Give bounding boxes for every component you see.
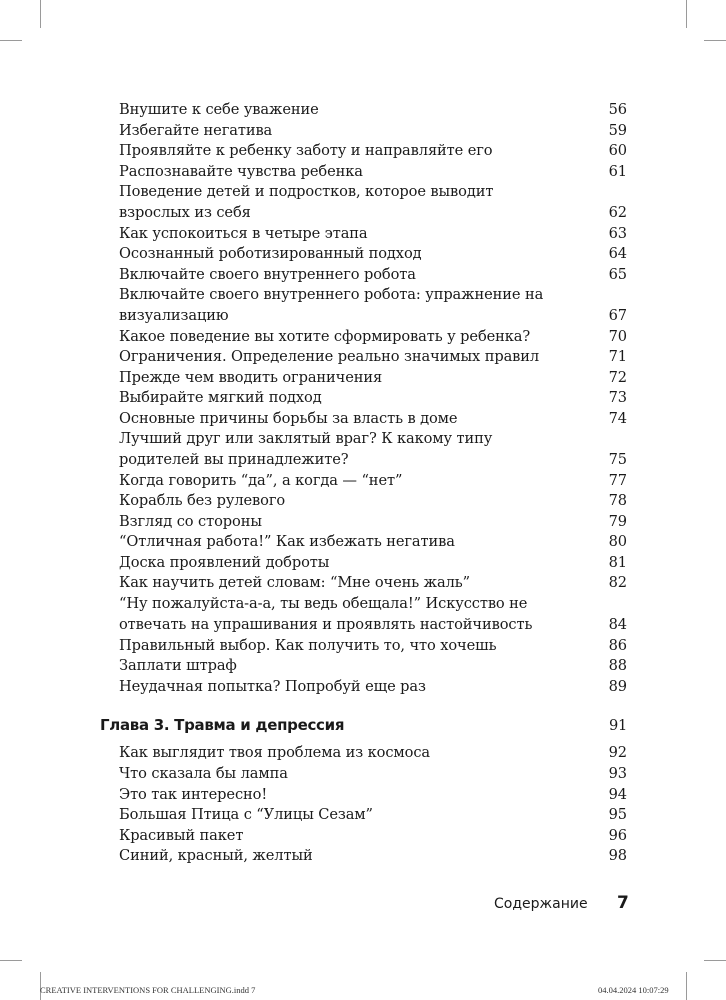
toc-entry-page: 78: [608, 492, 627, 509]
toc-entry: [119, 512, 627, 533]
toc-entry: [119, 429, 627, 470]
toc-entry-title: Красивый пакет: [119, 826, 244, 844]
toc-entry-title: Это так интересно!: [119, 785, 268, 803]
chapter-page: 91: [609, 717, 627, 734]
page-number: 7: [617, 893, 629, 913]
toc-entry-page: 73: [608, 389, 627, 406]
toc-entry-page: 75: [608, 450, 627, 468]
toc-entry: [119, 656, 627, 677]
toc-entry-title: Поведение детей и подростков, которое выводит взрослых из себя: [119, 183, 494, 221]
toc-entry-title: Заплати штраф: [119, 657, 237, 674]
toc-entry-page: 67: [608, 306, 627, 324]
toc-entry-title: Как выглядит твоя проблема из космоса: [119, 744, 431, 761]
toc-entry-title: Большая Птица с “Улицы Сезам”: [119, 806, 373, 823]
toc-entry-page: 81: [608, 553, 627, 571]
toc-entry: [119, 224, 627, 245]
toc-entry-page: 63: [608, 224, 627, 242]
toc-entry-title: Правильный выбор. Как получить то, что хочешь: [119, 636, 497, 654]
toc-entry: [119, 141, 627, 162]
chapter-title: Глава 3. Травма и депрессия: [100, 716, 345, 734]
toc-entry-page: 84: [608, 615, 627, 633]
toc-entry-title: Какое поведение вы хотите сформировать у ребенка?: [119, 327, 531, 345]
toc-entry-page: 71: [608, 348, 627, 365]
toc-entry-page: 79: [608, 512, 627, 530]
toc-entry: [119, 327, 627, 348]
toc-entry: [119, 368, 627, 389]
toc-entry-page: 89: [608, 677, 627, 695]
toc-entry-title: Проявляйте к ребенку заботу и направляйте его: [119, 142, 493, 159]
toc-entry: [119, 265, 627, 286]
toc-entry-page: 93: [608, 765, 627, 782]
toc-entry: [119, 826, 627, 847]
toc-entry-title: Прежде чем вводить ограничения: [119, 368, 383, 386]
toc-entry-page: 98: [608, 847, 627, 864]
toc-entry: [119, 162, 627, 183]
toc-entry: [119, 846, 627, 867]
toc-entry-title: Как научить детей словам: “Мне очень жаль”: [119, 574, 470, 591]
toc-entry-title: Основные причины борьбы за власть в доме: [119, 409, 458, 427]
toc-entry-page: 72: [608, 368, 627, 386]
toc-entry-page: 82: [608, 574, 627, 591]
toc-entry-page: 94: [608, 785, 627, 803]
toc-entry-page: 95: [608, 806, 627, 823]
toc-entry: [119, 471, 627, 492]
toc-entry: [119, 182, 627, 223]
toc-entry: [119, 491, 627, 512]
toc-entry: [119, 532, 627, 553]
toc-entry-page: 88: [608, 657, 627, 674]
toc-entry-page: 70: [608, 327, 627, 345]
toc-entry-title: Осознанный роботизированный подход: [119, 245, 422, 262]
toc-entry-title: Включайте своего внутреннего робота: упражнение на визуализацию: [119, 286, 544, 324]
toc-entry: [119, 244, 627, 265]
toc-entry: [119, 285, 627, 326]
toc-entry: [119, 100, 627, 121]
toc-entry-page: 60: [608, 142, 627, 159]
toc-entry-title: “Ну пожалуйста-а-а, ты ведь обещала!” Искусство не отвечать на упрашивания и проявлять настойчивость: [119, 595, 533, 633]
toc-entry: [119, 347, 627, 368]
toc-entry-page: 86: [608, 636, 627, 654]
toc-entry-page: 65: [608, 265, 627, 283]
toc-entry-page: 80: [608, 533, 627, 550]
toc-entry: [119, 636, 627, 657]
toc-entry-title: Как успокоиться в четыре этапа: [119, 224, 368, 242]
toc-entry: [119, 121, 627, 142]
toc-entry-title: Синий, красный, желтый: [119, 847, 313, 864]
toc-entry-title: Доска проявлений доброты: [119, 553, 330, 571]
toc-entry-title: Включайте своего внутреннего робота: [119, 265, 416, 283]
chapter-heading: [100, 715, 627, 736]
toc-entry-title: Избегайте негатива: [119, 121, 273, 139]
toc-entry: [119, 409, 627, 430]
toc-entry-page: 59: [608, 121, 627, 139]
toc-entry-page: 64: [608, 245, 627, 262]
toc-entry: [119, 785, 627, 806]
toc-entry: [119, 764, 627, 785]
toc-entry-title: Корабль без рулевого: [119, 492, 286, 509]
toc-entry-title: Что сказала бы лампа: [119, 765, 288, 782]
toc-entry-title: Когда говорить “да”, а когда — “нет”: [119, 471, 403, 489]
toc-entry: [119, 553, 627, 574]
toc-entry-title: Ограничения. Определение реально значимых правил: [119, 348, 540, 365]
toc-entry-title: Неудачная попытка? Попробуй еще раз: [119, 677, 426, 695]
toc-entry: [119, 743, 627, 764]
toc-entry-title: Выбирайте мягкий подход: [119, 389, 322, 406]
toc-entry-title: Распознавайте чувства ребенка: [119, 162, 363, 180]
toc-entry-page: 56: [608, 101, 627, 118]
toc-entry-page: 92: [608, 744, 627, 761]
slug-timestamp: 04.04.2024 10:07:29: [598, 985, 669, 995]
toc-entry-page: 61: [608, 162, 627, 180]
toc-entry-page: 96: [608, 826, 627, 844]
toc-entry: [119, 677, 627, 698]
running-footer-label: Содержание: [494, 896, 588, 912]
toc-entry-page: 77: [608, 471, 627, 489]
toc-entry-page: 62: [608, 203, 627, 221]
toc-entry: [119, 594, 627, 635]
toc-entry-title: Внушите к себе уважение: [119, 101, 319, 118]
toc-entry-title: “Отличная работа!” Как избежать негатива: [119, 533, 455, 550]
toc-entry: [119, 805, 627, 826]
toc-entry: [119, 388, 627, 409]
toc-entry-title: Взгляд со стороны: [119, 512, 262, 530]
toc-entry: [119, 573, 627, 594]
slug-filename: CREATIVE INTERVENTIONS FOR CHALLENGING.indd 7: [40, 985, 256, 995]
toc-entry-title: Лучший друг или заклятый враг? К какому типу родителей вы принадлежите?: [119, 430, 493, 468]
toc-entry-page: 74: [608, 409, 627, 427]
